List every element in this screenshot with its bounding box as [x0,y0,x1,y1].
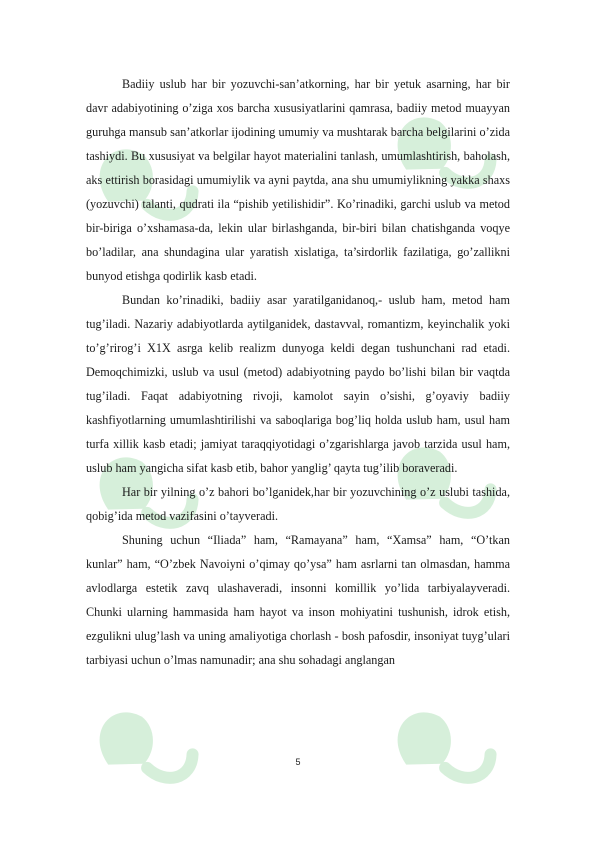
leaf-logo-icon [62,655,242,825]
page-number: 5 [295,757,301,767]
paragraph-4: Shuning uchun “Iliada” ham, “Ramayana” ham, “Xamsa” ham, “O’tkan kunlar” ham, “O’zbek Navoiyni o’qimay qo’ysa” ham asrlarni tan olmasdan, hamma avlodlarga estetik zavq ulashaveradi, insonni komillik yo’lida tarbiyalayveradi. Chunki ularning hammasida ham hayot va inson mohiyatini tushunish, idrok etish, ezgulikni ulug’lash va uning amaliyotiga chorlash - bosh pafosdir, insoniyat tuyg’ulari tarbiyasi uchun o’lmas namunadir; ana shu sohadagi anglangan [86,533,510,667]
leaf-logo-icon [360,655,540,825]
watermark-bottom-left [62,655,242,825]
body-text [86,72,510,672]
watermark-bottom-right [360,655,540,825]
paragraph-2: Bundan ko’rinadiki, badiiy asar yaratilganidanoq,- uslub ham, metod ham tug’iladi. Nazariy adabiyotlarda aytilganidek, dastavval, romantizm, keyinchalik yoki to’g’rirog’i X1X asrga kelib realizm dunyoga keldi degan tushunchani rad etadi. Demoqchimizki, uslub va usul (metod) adabiyotning paydo bo’lishi bilan bir vaqtda tug’iladi. Faqat adabiyotning rivoji, kamolot sayin o’sishi, g’oyaviy badiiy kashfiyotlarning umumlashtirilishi va saboqlariga bog’liq holda uslub ham, usul ham turfa xillik kasb etadi; jamiyat taraqqiyotidagi o’zgarishlarga javob tarzida usul ham, uslub ham yangicha sifat kasb etib, bahor yanglig’ qayta tug’ilib boraveradi. [86,293,510,475]
paragraph-3: Har bir yilning o’z bahori bo’lganidek,har bir yozuvchining o’z uslubi tashida, qobig’ida metod vazifasini o’tayveradi. [86,485,510,523]
paragraph-1: Badiiy uslub har bir yozuvchi-san’atkorning, har bir yetuk asarning, har bir davr adabiyotining o’ziga xos barcha xususiyatlarini qamrasa, badiiy metod muayyan guruhga mansub san’atkorlar ijodining umumiy va mushtarak barcha belgilarini o’zida tashiydi. Bu xususiyat va belgilar hayot materialini tanlash, umumlashtirish, baholash, aks ettirish borasidagi umumiylik va ayni paytda, ana shu umumiylikning yakka shaxs (yozuvchi) talanti, qudrati ila “pishib yetilishidir”. Ko’rinadiki, garchi uslub va metod bir-biriga o’xshamasa-da, lekin ular birlashganda, bir-biri bilan chatishganda voqye bo’ladilar, ana shundagina ular yaratish xislatiga, ta’sirdorlik fazilatiga, go’zallikni bunyod etishga qodirlik kasb etadi. [86,77,510,283]
